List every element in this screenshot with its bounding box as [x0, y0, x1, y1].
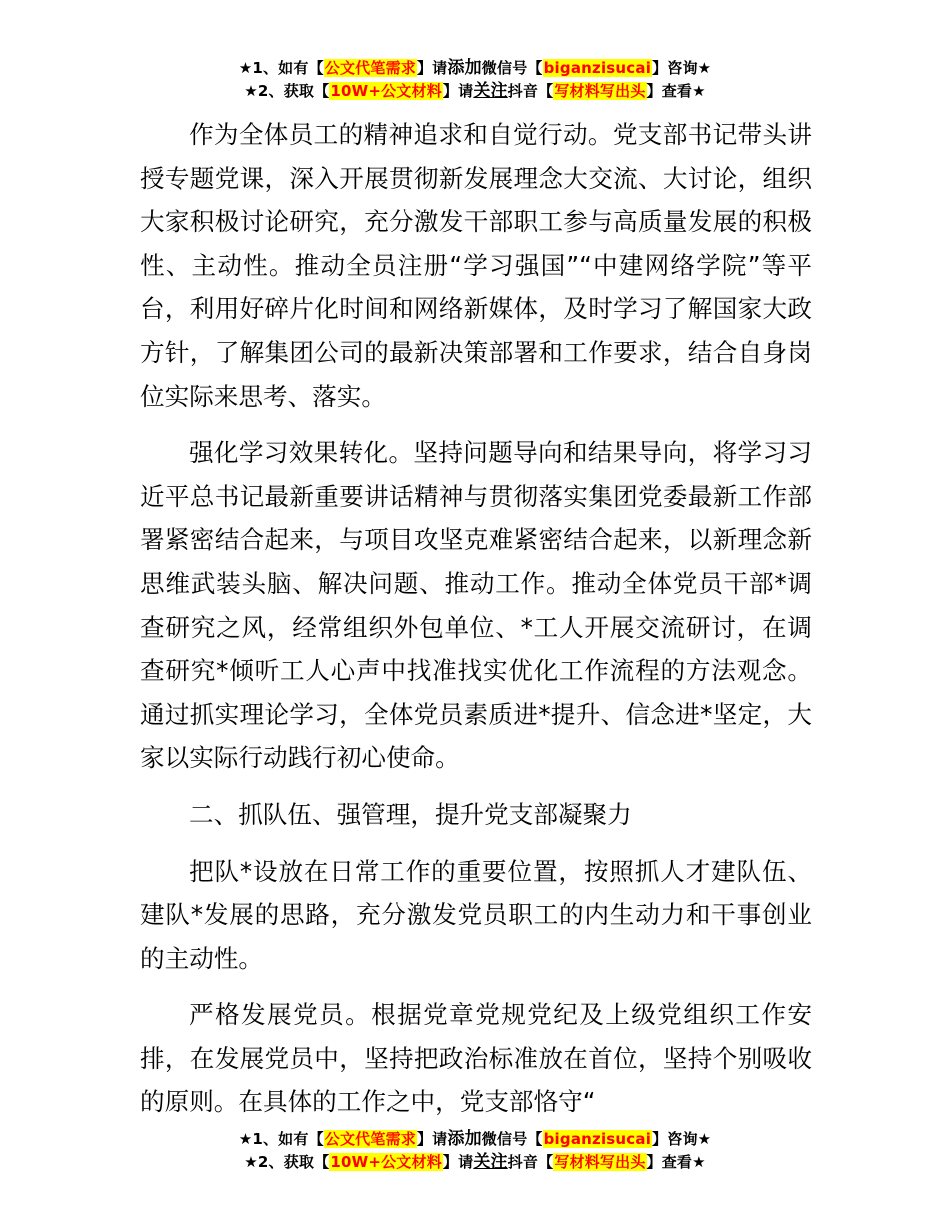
banner-text: ★1、如有【	[238, 59, 324, 77]
highlight-service: 公文代笔需求	[324, 59, 416, 77]
section-heading: 二、抓队伍、强管理，提升党支部凝聚力	[189, 799, 632, 829]
banner-text: 】咨询★	[652, 1130, 712, 1148]
paragraph: 强化学习效果转化。坚持问题导向和结果导向，将学习习近平总书记最新重要讲话精神与贯彻落实集团党委最新工作部署紧密结合起来，与项目攻坚克难紧密结合起来，以新理念新思维武装头脑、解决问题、推动工作。推动全体党员干部*调查研究之风，经常组织外包单位、*工人开展交流研讨，在调查研究*倾听工人心声中找准找实优化工作流程的方法观念。通过抓实理论学习，全体党员素质进*提升、信念进*坚定，大家以实际行动践行初心使命。	[140, 438, 812, 773]
banner-emphasis: 添加	[447, 58, 482, 78]
banner-text: 】请	[442, 1153, 474, 1171]
header-banner	[0, 57, 950, 103]
banner-emphasis: 关注	[473, 81, 508, 101]
banner-text: 】请	[416, 1130, 448, 1148]
banner-text: ★2、获取【	[244, 82, 330, 100]
banner-text: 】请	[442, 82, 474, 100]
paragraph: 把队*设放在日常工作的重要位置，按照抓人才建队伍、建队*发展的思路，充分激发党员职工的内生动力和干事创业的主动性。	[140, 856, 812, 973]
footer-banner	[0, 1128, 950, 1174]
banner-text: 】查看★	[646, 82, 706, 100]
paragraph: 作为全体员工的精神追求和自觉行动。党支部书记带头讲授专题党课，深入开展贯彻新发展理念大交流、大讨论，组织大家积极讨论研究，充分激发干部职工参与高质量发展的积极性、主动性。推动全员注册“学习强国”“中建网络学院”等平台，利用好碎片化时间和网络新媒体，及时学习了解国家大政方针，了解集团公司的最新决策部署和工作要求，结合自身岗位实际来思考、落实。	[140, 120, 812, 411]
highlight-service: 公文代笔需求	[324, 1130, 416, 1148]
banner-line-1	[0, 57, 950, 80]
banner-text: 抖音【	[507, 1153, 554, 1171]
banner-text: 】请	[416, 59, 448, 77]
highlight-wechat-id: biganzisucai	[543, 59, 652, 77]
document-body	[140, 113, 812, 1137]
banner-emphasis: 关注	[473, 1152, 508, 1172]
highlight-materials: 10W+公文材料	[330, 1153, 442, 1171]
banner-text: 微信号【	[481, 1130, 543, 1148]
banner-line-1	[0, 1128, 950, 1151]
highlight-materials: 10W+公文材料	[330, 82, 442, 100]
paragraph: 严格发展党员。根据党章党规党纪及上级党组织工作安排，在发展党员中，坚持把政治标准放在首位，坚持个别吸收的原则。在具体的工作之中，党支部恪守“	[140, 1000, 812, 1117]
highlight-douyin: 写材料写出头	[554, 1153, 646, 1171]
banner-text: 】查看★	[646, 1153, 706, 1171]
banner-text: ★2、获取【	[244, 1153, 330, 1171]
highlight-douyin: 写材料写出头	[554, 82, 646, 100]
banner-text: 】咨询★	[652, 59, 712, 77]
banner-text: 微信号【	[481, 59, 543, 77]
banner-text: 抖音【	[507, 82, 554, 100]
banner-emphasis: 添加	[447, 1129, 482, 1149]
banner-line-2	[0, 1151, 950, 1174]
highlight-wechat-id: biganzisucai	[543, 1130, 652, 1148]
banner-text: ★1、如有【	[238, 1130, 324, 1148]
banner-line-2	[0, 80, 950, 103]
